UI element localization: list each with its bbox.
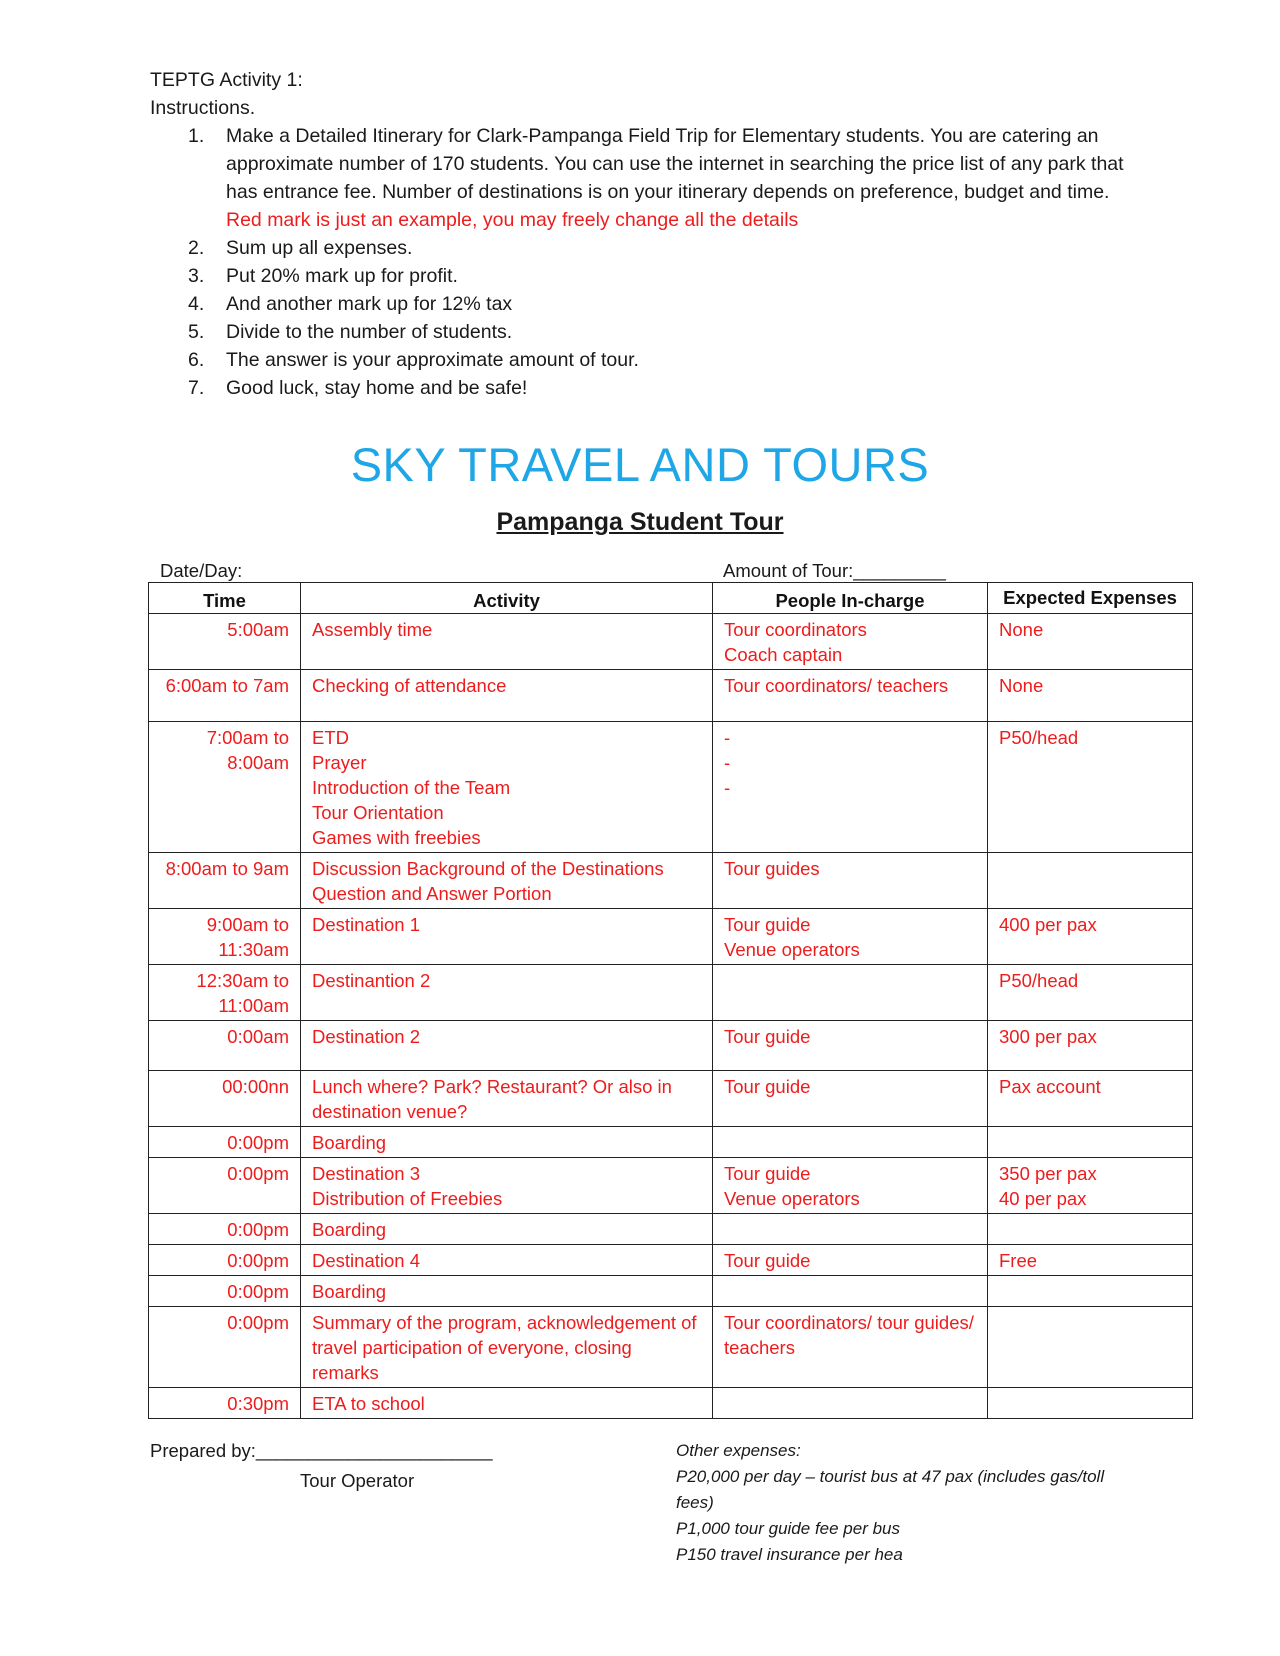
expenses-cell xyxy=(988,1245,1193,1276)
time-cell xyxy=(149,909,301,965)
people-cell-text: Tour guides xyxy=(724,858,820,879)
time-cell xyxy=(149,1276,301,1307)
instructions-label: Instructions. xyxy=(150,97,256,119)
activity-cell-text: ETA to school xyxy=(312,1393,425,1414)
activity-cell-text: Discussion Background of the Destinations xyxy=(312,858,664,879)
expenses-cell xyxy=(988,1071,1193,1127)
people-cell xyxy=(713,853,988,909)
time-cell xyxy=(149,965,301,1021)
instruction-text: Put 20% mark up for profit. xyxy=(226,265,458,287)
header-activity: Activity xyxy=(301,583,713,614)
time-cell xyxy=(149,1214,301,1245)
time-cell-text: 6:00am to 7am xyxy=(165,675,289,696)
expenses-cell-text: 300 per pax xyxy=(999,1026,1097,1047)
instruction-number: 4. xyxy=(188,293,205,315)
instruction-number: 7. xyxy=(188,377,205,399)
header-people: People In-charge xyxy=(713,583,988,614)
people-cell-text: Tour guide xyxy=(724,1250,811,1271)
time-cell-text: 0:00pm xyxy=(227,1312,289,1333)
time-cell-text: 00:00nn xyxy=(222,1076,289,1097)
time-cell-text: 8:00am to 9am xyxy=(165,858,289,879)
table-row xyxy=(149,1071,1193,1127)
time-cell xyxy=(149,853,301,909)
people-cell xyxy=(713,1158,988,1214)
table-row xyxy=(149,909,1193,965)
people-cell xyxy=(713,1021,988,1071)
time-cell-text: 7:00am to xyxy=(206,727,289,748)
people-cell xyxy=(713,614,988,670)
date-day-label: Date/Day: xyxy=(160,560,243,581)
activity-cell xyxy=(301,1245,713,1276)
activity-cell-text: ETD xyxy=(312,727,349,748)
expenses-cell xyxy=(988,909,1193,965)
expenses-cell xyxy=(988,1276,1193,1307)
activity-cell-text: Destination 2 xyxy=(312,1026,420,1047)
other-expense-item: P150 travel insurance per hea xyxy=(676,1545,903,1564)
activity-cell xyxy=(301,909,713,965)
activity-cell-text: Prayer xyxy=(312,752,367,773)
instruction-text: The answer is your approximate amount of tour. xyxy=(226,349,639,371)
instruction-item xyxy=(150,290,1130,318)
people-cell-text: Tour guide xyxy=(724,1163,811,1184)
expenses-cell xyxy=(988,1158,1193,1214)
instruction-number: 2. xyxy=(188,237,205,259)
instruction-text: Good luck, stay home and be safe! xyxy=(226,377,528,399)
time-cell-text: 0:00pm xyxy=(227,1250,289,1271)
activity-cell xyxy=(301,722,713,853)
itinerary-table xyxy=(148,582,1193,1419)
instruction-item xyxy=(150,346,1130,374)
people-cell-text: Tour coordinators/ tour guides/ teachers xyxy=(724,1312,974,1358)
people-cell xyxy=(713,1245,988,1276)
expenses-cell-text: None xyxy=(999,675,1044,696)
people-cell-text: Tour guide xyxy=(724,914,811,935)
activity-cell-text: Assembly time xyxy=(312,619,433,640)
table-row xyxy=(149,722,1193,853)
people-cell-text: - xyxy=(724,777,731,798)
activity-cell xyxy=(301,670,713,722)
expenses-cell xyxy=(988,614,1193,670)
activity-cell xyxy=(301,1071,713,1127)
people-cell xyxy=(713,722,988,853)
instruction-item xyxy=(150,122,1130,234)
table-row xyxy=(149,1158,1193,1214)
expenses-cell xyxy=(988,1307,1193,1388)
time-cell-text: 5:00am xyxy=(227,619,289,640)
table-row xyxy=(149,1307,1193,1388)
table-row xyxy=(149,1276,1193,1307)
time-cell xyxy=(149,722,301,853)
activity-cell-text: Lunch where? Park? Restaurant? Or also in destination venue? xyxy=(312,1076,672,1122)
amount-of-tour-label: Amount of Tour:_________ xyxy=(723,560,946,581)
people-cell xyxy=(713,1127,988,1158)
time-cell-text: 11:30am xyxy=(218,939,289,960)
instruction-number: 5. xyxy=(188,321,205,343)
expenses-cell xyxy=(988,1127,1193,1158)
time-cell-text: 11:00am xyxy=(218,995,289,1016)
expenses-cell xyxy=(988,670,1193,722)
expenses-cell-text: 40 per pax xyxy=(999,1188,1087,1209)
expenses-cell-text: Free xyxy=(999,1250,1038,1271)
time-cell-text: 0:00pm xyxy=(227,1281,289,1302)
expenses-cell xyxy=(988,1214,1193,1245)
activity-cell xyxy=(301,614,713,670)
time-cell-text: 9:00am to xyxy=(206,914,289,935)
activity-cell xyxy=(301,853,713,909)
people-cell xyxy=(713,909,988,965)
activity-title: TEPTG Activity 1: xyxy=(150,69,303,91)
header-time: Time xyxy=(149,583,301,614)
table-row xyxy=(149,1245,1193,1276)
expenses-cell xyxy=(988,1388,1193,1419)
activity-cell-text: Destination 3 xyxy=(312,1163,420,1184)
instruction-item xyxy=(150,374,1130,402)
instruction-item xyxy=(150,318,1130,346)
people-cell xyxy=(713,1307,988,1388)
table-row xyxy=(149,1214,1193,1245)
tour-subtitle xyxy=(0,508,1280,537)
activity-cell-text: Boarding xyxy=(312,1281,387,1302)
activity-cell-text: Boarding xyxy=(312,1132,387,1153)
time-cell-text: 0:30pm xyxy=(227,1393,289,1414)
tour-subtitle-text: Pampanga Student Tour xyxy=(496,508,784,536)
table-row xyxy=(149,614,1193,670)
people-cell-text: Tour guide xyxy=(724,1026,811,1047)
header-block xyxy=(150,66,303,122)
expenses-cell xyxy=(988,965,1193,1021)
activity-cell xyxy=(301,1214,713,1245)
time-cell xyxy=(149,1158,301,1214)
activity-cell-text: Destination 1 xyxy=(312,914,420,935)
expenses-cell-text: P50/head xyxy=(999,727,1079,748)
instruction-item xyxy=(150,234,1130,262)
people-cell-text: Tour coordinators xyxy=(724,619,867,640)
other-expenses xyxy=(676,1438,1136,1568)
people-cell-text: - xyxy=(724,727,731,748)
activity-cell xyxy=(301,1388,713,1419)
table-row xyxy=(149,670,1193,722)
instruction-number: 6. xyxy=(188,349,205,371)
time-cell-text: 0:00am xyxy=(227,1026,289,1047)
other-expense-item: P1,000 tour guide fee per bus xyxy=(676,1519,900,1538)
other-expense-item: P20,000 per day – tourist bus at 47 pax (includes gas/toll fees) xyxy=(676,1467,1105,1512)
activity-cell-text: Tour Orientation xyxy=(312,802,444,823)
prepared-by-line: Prepared by:_______________________ xyxy=(150,1440,493,1461)
instructions-list xyxy=(150,122,1130,402)
people-cell xyxy=(713,1276,988,1307)
activity-cell-text: Summary of the program, acknowledgement of travel participation of everyone, closing remarks xyxy=(312,1312,697,1383)
activity-cell-text: Destination 4 xyxy=(312,1250,420,1271)
people-cell-text: Venue operators xyxy=(724,1188,860,1209)
people-cell xyxy=(713,1071,988,1127)
expenses-cell xyxy=(988,722,1193,853)
activity-cell-text: Checking of attendance xyxy=(312,675,507,696)
table-row xyxy=(149,1388,1193,1419)
activity-cell-text: Destinantion 2 xyxy=(312,970,431,991)
time-cell xyxy=(149,670,301,722)
activity-cell xyxy=(301,1021,713,1071)
table-row xyxy=(149,965,1193,1021)
expenses-cell-text: None xyxy=(999,619,1044,640)
brand-title: SKY TRAVEL AND TOURS xyxy=(350,438,930,491)
instruction-text: Divide to the number of students. xyxy=(226,321,513,343)
people-cell-text: Tour coordinators/ teachers xyxy=(724,675,949,696)
time-cell-text: 8:00am xyxy=(227,752,289,773)
people-cell-text: - xyxy=(724,752,731,773)
time-cell xyxy=(149,1071,301,1127)
expenses-cell xyxy=(988,853,1193,909)
instruction-number: 1. xyxy=(188,125,205,147)
people-cell xyxy=(713,670,988,722)
table-header-row xyxy=(149,583,1193,614)
time-cell-text: 0:00pm xyxy=(227,1219,289,1240)
activity-cell xyxy=(301,965,713,1021)
people-cell xyxy=(713,1214,988,1245)
people-cell-text: Coach captain xyxy=(724,644,843,665)
time-cell-text: 0:00pm xyxy=(227,1132,289,1153)
table-row xyxy=(149,1021,1193,1071)
header-expenses: Expected Expenses xyxy=(988,583,1193,614)
time-cell xyxy=(149,1245,301,1276)
time-cell xyxy=(149,1127,301,1158)
time-cell xyxy=(149,1021,301,1071)
time-cell xyxy=(149,1388,301,1419)
activity-cell xyxy=(301,1158,713,1214)
people-cell-text: Venue operators xyxy=(724,939,860,960)
expenses-cell xyxy=(988,1021,1193,1071)
other-expenses-title: Other expenses: xyxy=(676,1441,801,1460)
time-cell xyxy=(149,614,301,670)
activity-cell-text: Introduction of the Team xyxy=(312,777,511,798)
instruction-item xyxy=(150,262,1130,290)
instruction-text: And another mark up for 12% tax xyxy=(226,293,513,315)
activity-cell-text: Distribution of Freebies xyxy=(312,1188,503,1209)
expenses-cell-text: 400 per pax xyxy=(999,914,1097,935)
activity-cell xyxy=(301,1307,713,1388)
expenses-cell-text: 350 per pax xyxy=(999,1163,1097,1184)
people-cell-text: Tour guide xyxy=(724,1076,811,1097)
expenses-cell-text: P50/head xyxy=(999,970,1079,991)
time-cell xyxy=(149,1307,301,1388)
people-cell xyxy=(713,965,988,1021)
instruction-text: Make a Detailed Itinerary for Clark-Pampanga Field Trip for Elementary students. You are catering an approximate number of 170 students. You can use the internet in searching the price list of any park that has entrance fee. Number of destinations is on your itinerary depends on preference, budget and time. xyxy=(226,125,1124,203)
activity-cell-text: Games with freebies xyxy=(312,827,481,848)
time-cell-text: 0:00pm xyxy=(227,1163,289,1184)
activity-cell xyxy=(301,1276,713,1307)
table-row xyxy=(149,853,1193,909)
activity-cell-text: Boarding xyxy=(312,1219,387,1240)
people-cell xyxy=(713,1388,988,1419)
time-cell-text: 12:30am to xyxy=(196,970,289,991)
activity-cell xyxy=(301,1127,713,1158)
instruction-note: Red mark is just an example, you may freely change all the details xyxy=(226,209,799,231)
activity-cell-text: Question and Answer Portion xyxy=(312,883,552,904)
instruction-number: 3. xyxy=(188,265,205,287)
expenses-cell-text: Pax account xyxy=(999,1076,1101,1097)
instruction-text: Sum up all expenses. xyxy=(226,237,413,259)
tour-operator-label: Tour Operator xyxy=(300,1470,415,1491)
table-row xyxy=(149,1127,1193,1158)
